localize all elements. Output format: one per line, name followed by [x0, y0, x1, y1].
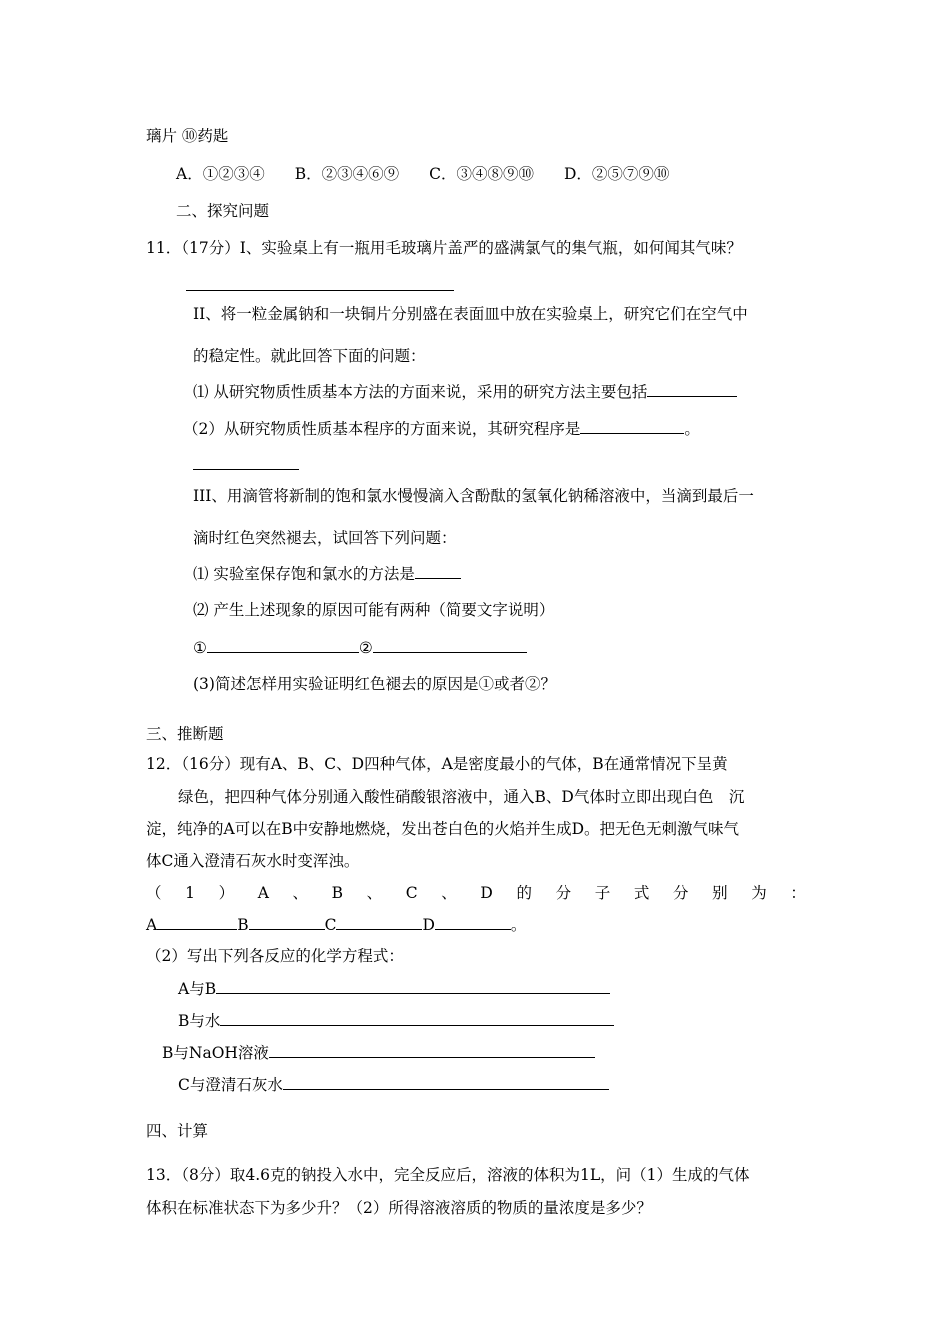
- q10-option-b: B．②③④⑥⑨: [294, 165, 400, 183]
- answer-blank: [373, 637, 527, 653]
- q12-reaction-c-limewater: C与澄清石灰水: [178, 1074, 609, 1095]
- q11-part2-line2: 的稳定性。就此回答下面的问题：: [193, 347, 426, 365]
- q10-option-c: C．③④⑧⑨⑩: [429, 165, 534, 183]
- answer-blank: [283, 1074, 609, 1090]
- q12-line4: 体C通入澄清石灰水时变浑浊。: [146, 852, 360, 870]
- q10-options: [176, 164, 669, 184]
- q13-line1: 13．（8分）取4.6克的钠投入水中，完全反应后，溶液的体积为1L，问（1）生成的气体: [146, 1166, 750, 1184]
- q10-option-d: D．②⑤⑦⑨⑩: [563, 165, 670, 183]
- answer-blank: [336, 914, 422, 930]
- q12-line3: 淀，纯净的A可以在B中安静地燃烧，发出苍白色的火焰并生成D。把无色无刺激气味气: [146, 820, 740, 838]
- answer-blank: [216, 978, 610, 994]
- q11-part3-line1: III、用滴管将新制的饱和氯水慢慢滴入含酚酞的氢氧化钠稀溶液中，当滴到最后一: [193, 487, 754, 505]
- answer-blank: [580, 418, 684, 434]
- q11-answer-blank-1: [186, 275, 454, 296]
- section-3-title: 三、推断题: [146, 725, 224, 743]
- q11-part3-q2: ⑵ 产生上述现象的原因可能有两种（简要文字说明）: [193, 601, 555, 619]
- answer-blank: [269, 1042, 595, 1058]
- q12-line2: 绿色，把四种气体分别通入酸性硝酸银溶液中，通入B、D气体时立即出现白色 沉: [178, 788, 745, 806]
- q12-reaction-b-water: B与水: [178, 1010, 614, 1031]
- q11-part2-q1: ⑴ 从研究物质性质基本方法的方面来说，采用的研究方法主要包括: [193, 381, 737, 402]
- answer-blank: [220, 1010, 614, 1026]
- answer-blank: [415, 563, 461, 579]
- answer-blank: [157, 914, 237, 930]
- q11-part3-q3: (3)简述怎样用实验证明红色褪去的原因是①或者②？: [193, 675, 556, 693]
- answer-blank: [435, 914, 511, 930]
- section-4-title: 四、计算: [146, 1122, 209, 1140]
- q12-q1-blanks: A B C D 。: [146, 916, 527, 934]
- answer-blank: [249, 914, 325, 930]
- section-2-title: 二、探究问题: [176, 202, 270, 220]
- q12-q2: （2）写出下列各反应的化学方程式：: [146, 947, 404, 965]
- q12-q1-prompt: （ 1 ） A 、 B 、 C 、 D 的 分 子 式 分 别 为 ：: [146, 884, 806, 902]
- q13-line2: 体积在标准状态下为多少升？（2）所得溶液溶质的物质的量浓度是多少？: [146, 1199, 652, 1217]
- prev-question-tail: 璃片 ⑩药匙: [146, 127, 229, 145]
- q11-part3-q1: ⑴ 实验室保存饱和氯水的方法是: [193, 563, 461, 584]
- q12-reaction-a-b: A与B: [178, 978, 610, 999]
- q12-reaction-b-naoh: B与NaOH溶液: [162, 1042, 595, 1063]
- q10-option-a: A．①②③④: [176, 165, 265, 183]
- q11-part2-q2: （2）从研究物质性质基本程序的方面来说，其研究程序是 。: [183, 420, 700, 438]
- answer-blank: [207, 637, 359, 653]
- q11-answer-blank-2: [193, 454, 299, 475]
- q11-part2-line1: II、将一粒金属钠和一块铜片分别盛在表面皿中放在实验桌上，研究它们在空气中: [193, 305, 748, 323]
- q11-part3-line2: 滴时红色突然褪去，试回答下列问题：: [193, 529, 457, 547]
- q11-part3-circles: ① ②: [193, 637, 527, 658]
- answer-blank: [647, 381, 737, 397]
- q12-line1: 12．（16分）现有A、B、C、D四种气体，A是密度最小的气体，B在通常情况下呈黄: [146, 755, 728, 773]
- q11-stem: 11．（17分）I、实验桌上有一瓶用毛玻璃片盖严的盛满氯气的集气瓶，如何闻其气味？: [146, 239, 742, 257]
